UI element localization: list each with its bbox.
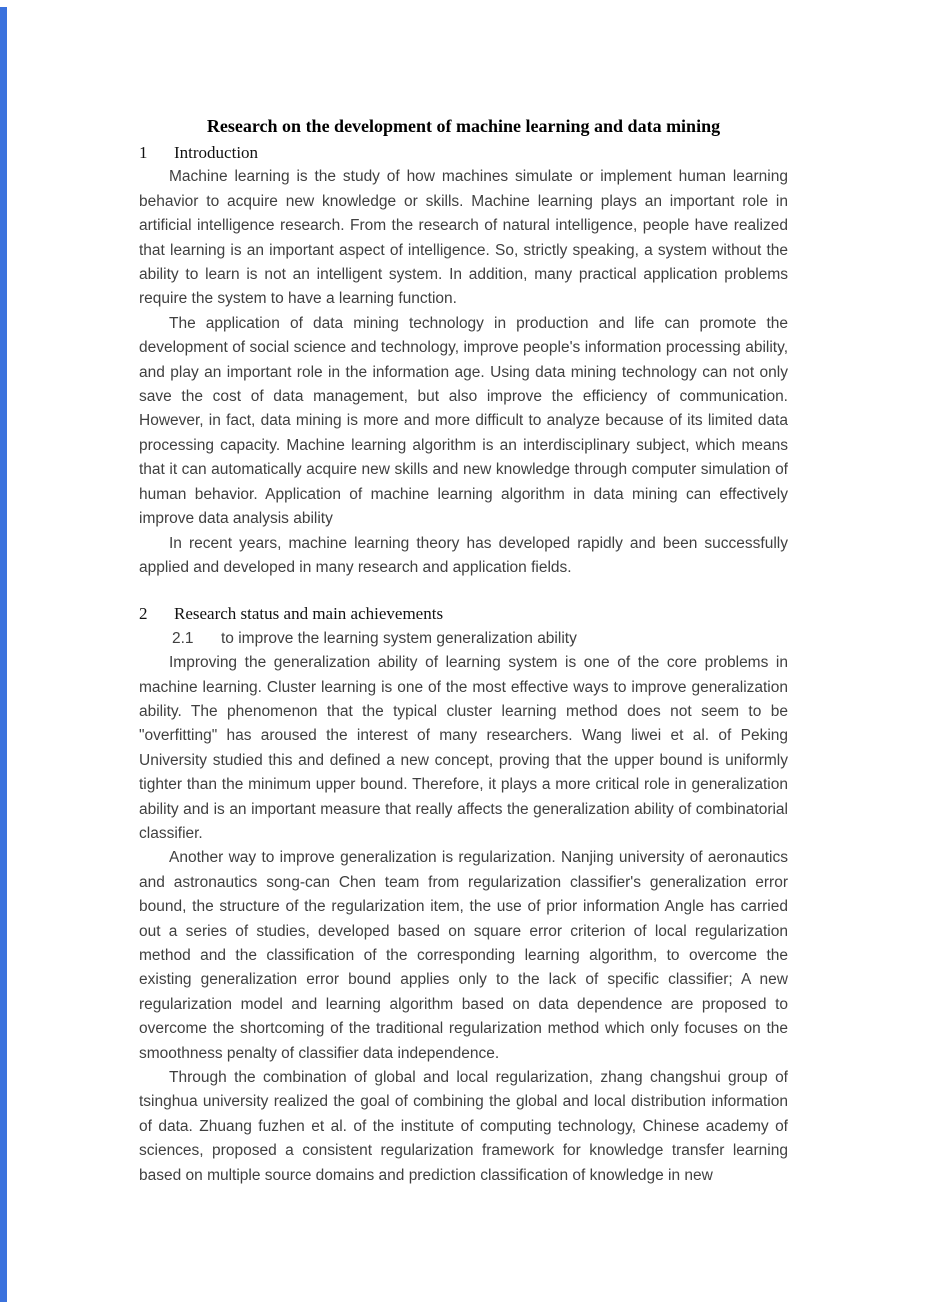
document-content xyxy=(139,113,788,1188)
section-1-number: 1 xyxy=(139,143,148,162)
paragraph-intro-2: The application of data mining technology in production and life can promote the development of social science and technology, improve people's information processing ability, and play an important role in the information age. Using data mining technology can not only save the cost of data management, but also improve the efficiency of communication. However, in fact, data mining is more and more difficult to analyze because of its limited data processing capacity. Machine learning algorithm is an interdisciplinary subject, which means that it can automatically acquire new skills and new knowledge through computer simulation of human behavior. Application of machine learning algorithm in data mining can effectively improve data analysis ability xyxy=(139,314,788,528)
document-title: Research on the development of machine learning and data mining xyxy=(206,116,721,136)
subsection-2-1-number: 2.1 xyxy=(172,629,194,647)
paragraph-status-2: Another way to improve generalization is regularization. Nanjing university of aeronautics and astronautics song-can Chen team from regularization classifier's generalization error bound, the structure of the regularization item, the use of prior information Angle has carried out a series of studies, developed based on square error criterion of local regularization method and the classification of the corresponding learning algorithm, to overcome the existing generalization error bound applies only to the lack of specific classifier; A new regularization model and learning algorithm based on data dependence are proposed to overcome the shortcoming of the traditional regularization method which only focuses on the smoothness penalty of classifier data independence. xyxy=(139,849,788,1062)
paragraph-status-1: Improving the generalization ability of learning system is one of the core problems in machine learning. Cluster learning is one of the most effective ways to improve generalization ability. The phenomenon that the typical cluster learning method does not seem to be "overfitting" has aroused the interest of many researchers. Wang liwei et al. of Peking University studied this and defined a new concept, proving that the upper bound is uniformly tighter than the minimum upper bound. Therefore, it plays a more critical role in generalization ability and is an important measure that really affects the generalization ability of combinatorial classifier. xyxy=(139,654,788,842)
section-2-number: 2 xyxy=(139,604,148,624)
subsection-2-1-title: to improve the learning system generalization ability xyxy=(221,629,577,647)
section-heading-1 xyxy=(139,141,788,165)
paragraph-status-3: Through the combination of global and local regularization, zhang changshui group of tsinghua university realized the goal of combining the global and local distribution information of data. Zhuang fuzhen et al. of the institute of computing technology, Chinese academy of sciences, proposed a consistent regularization framework for knowledge transfer learning based on multiple source domains and prediction classification of knowledge in new xyxy=(139,1069,788,1184)
paragraph-intro-1: Machine learning is the study of how machines simulate or implement human learning behavior to acquire new knowledge or skills. Machine learning plays an important role in artificial intelligence research. From the research of natural intelligence, people have realized that learning is an important aspect of intelligence. So, strictly speaking, a system without the ability to learn is not an intelligent system. In addition, many practical application problems require the system to have a learning function. xyxy=(139,168,788,308)
paragraph-intro-3: In recent years, machine learning theory has developed rapidly and been successfully applied and developed in many research and application fields. xyxy=(139,534,788,576)
section-heading-2 xyxy=(139,602,788,626)
subsection-heading-2-1 xyxy=(139,627,788,651)
section-2-title: Research status and main achievements xyxy=(174,604,444,624)
section-1-title: Introduction xyxy=(174,143,259,162)
left-scrollbar-thumb[interactable] xyxy=(0,7,7,1302)
